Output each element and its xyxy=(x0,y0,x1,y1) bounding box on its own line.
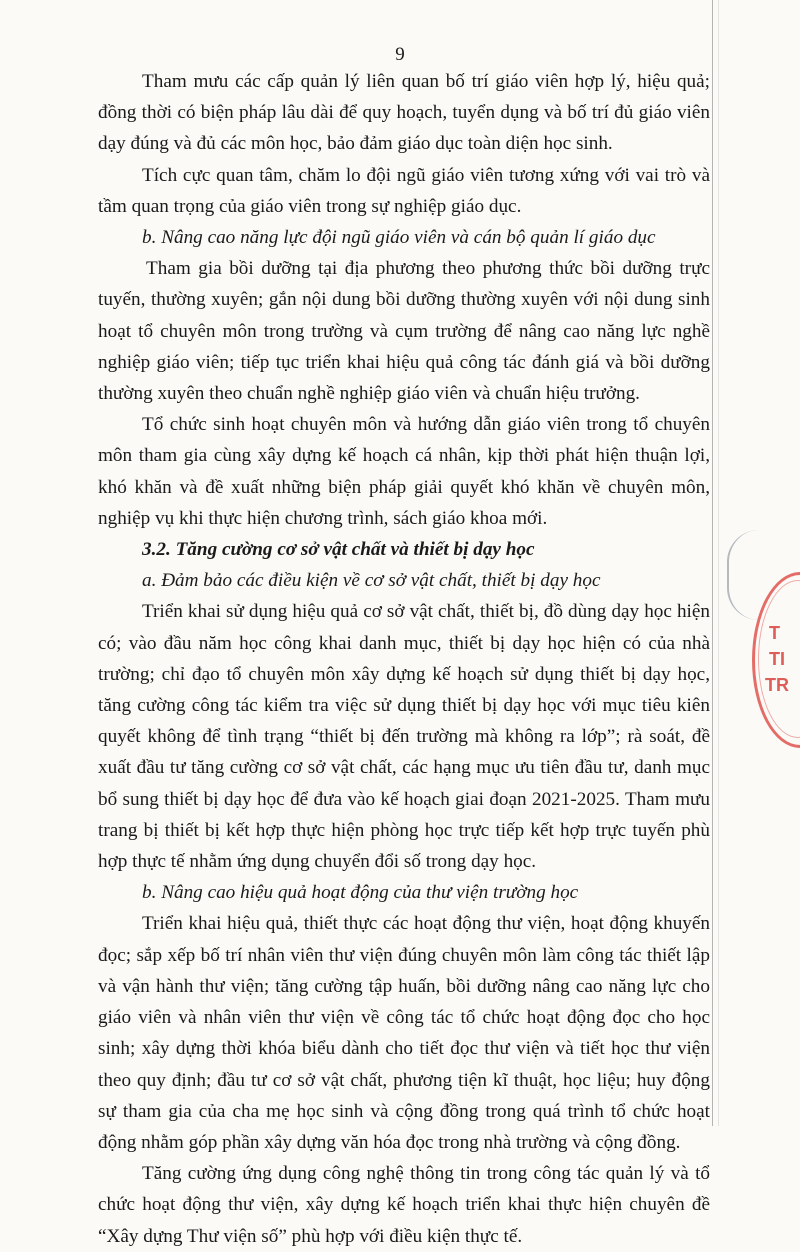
red-official-seal xyxy=(752,572,800,748)
seal-text-1: T xyxy=(769,623,780,643)
paragraph-professional-activities: Tổ chức sinh hoạt chuyên môn và hướng dẫn giáo viên trong tổ chuyên môn tham gia cùng xây dựng kế hoạch cá nhân, kịp thời phát hiện thuận lợi, khó khăn và đề xuất những biện pháp giải quyết khó khăn về chuyên môn, nghiệp vụ khi thực hiện chương trình, sách giáo khoa mới. xyxy=(98,414,710,529)
paragraph-staffing: Tham mưu các cấp quản lý liên quan bố trí giáo viên hợp lý, hiệu quả; đồng thời có biện pháp lâu dài để quy hoạch, tuyển dụng và bố trí đủ giáo viên dạy đúng và đủ các môn học, bảo đảm giáo dục toàn diện học sinh. xyxy=(98,71,710,155)
subheading-facilities: a. Đảm bảo các điều kiện về cơ sở vật chất, thiết bị dạy học xyxy=(142,570,601,592)
subheading-capacity: b. Nâng cao năng lực đội ngũ giáo viên và cán bộ quản lí giáo dục xyxy=(142,227,656,249)
seal-text-2: TI xyxy=(769,649,785,669)
paragraph-equipment: Triển khai sử dụng hiệu quả cơ sở vật chất, thiết bị, đồ dùng dạy học hiện có; vào đầu năm học công khai danh mục, thiết bị dạy học hiện có của nhà trường; chỉ đạo tổ chuyên môn xây dựng kế hoạch sử dụng thiết bị dạy học, tăng cường công tác kiểm tra việc sử dụng thiết bị dạy học với mục tiêu kiên quyết không để tình trạng “thiết bị đến trường mà không ra lớp”; rà soát, đề xuất đầu tư tăng cường cơ sở vật chất, các hạng mục ưu tiên đầu tư, danh mục bổ sung thiết bị dạy học để đưa vào kế hoạch giai đoạn 2021-2025. Tham mưu trang bị thiết bị kết hợp thực hiện phòng học trực tiếp kết hợp trực tuyến phù hợp thực tế nhằm ứng dụng chuyển đổi số trong dạy học. xyxy=(98,601,710,873)
paragraph-digital-library: Tăng cường ứng dụng công nghệ thông tin trong công tác quản lý và tổ chức hoạt động thư viện, xây dựng kế hoạch triển khai thực hiện chuyên đề “Xây dựng Thư viện số” phù hợp với điều kiện thực tế. xyxy=(98,1163,710,1247)
scan-fold-line-faint xyxy=(718,0,719,1126)
scan-fold-line xyxy=(712,0,713,1126)
paragraph-library-activities: Triển khai hiệu quả, thiết thực các hoạt động thư viện, hoạt động khuyến đọc; sắp xếp bố trí nhân viên thư viện đúng chuyên môn làm công tác thiết lập và vận hành thư viện; tăng cường tập huấn, bồi dưỡng nâng cao năng lực cho giáo viên và nhân viên thư viện về công tác tổ chức hoạt động đọc cho học sinh; xây dựng thời khóa biểu dành cho tiết đọc thư viện và tiết học thư viện theo quy định; đầu tư cơ sở vật chất, phương tiện kĩ thuật, học liệu; huy động sự tham gia của cha mẹ học sinh và cộng đồng trong quá trình tổ chức hoạt động nhằm góp phần xây dựng văn hóa đọc trong nhà trường và cộng đồng. xyxy=(98,913,710,1153)
section-heading-3-2: 3.2. Tăng cường cơ sở vật chất và thiết bị dạy học xyxy=(142,539,535,561)
paragraph-teacher-care: Tích cực quan tâm, chăm lo đội ngũ giáo viên tương xứng với vai trò và tầm quan trọng của giáo viên trong sự nghiệp giáo dục. xyxy=(98,164,710,217)
gray-stamp-fragment xyxy=(727,530,759,620)
subheading-library: b. Nâng cao hiệu quả hoạt động của thư viện trường học xyxy=(142,882,579,904)
page-number: 9 xyxy=(395,44,405,65)
document-body xyxy=(98,66,710,1252)
paragraph-training: Tham gia bồi dưỡng tại địa phương theo phương thức bồi dưỡng trực tuyến, thường xuyên; gắn nội dung bồi dưỡng thường xuyên với nội dung sinh hoạt tổ chuyên môn trong trường và cụm trường để nâng cao năng lực nghề nghiệp giáo viên; tiếp tục triển khai hiệu quả công tác đánh giá và bồi dưỡng thường xuyên theo chuẩn nghề nghiệp giáo viên và chuẩn hiệu trưởng. xyxy=(98,258,710,405)
seal-text-3: TR xyxy=(765,675,789,695)
